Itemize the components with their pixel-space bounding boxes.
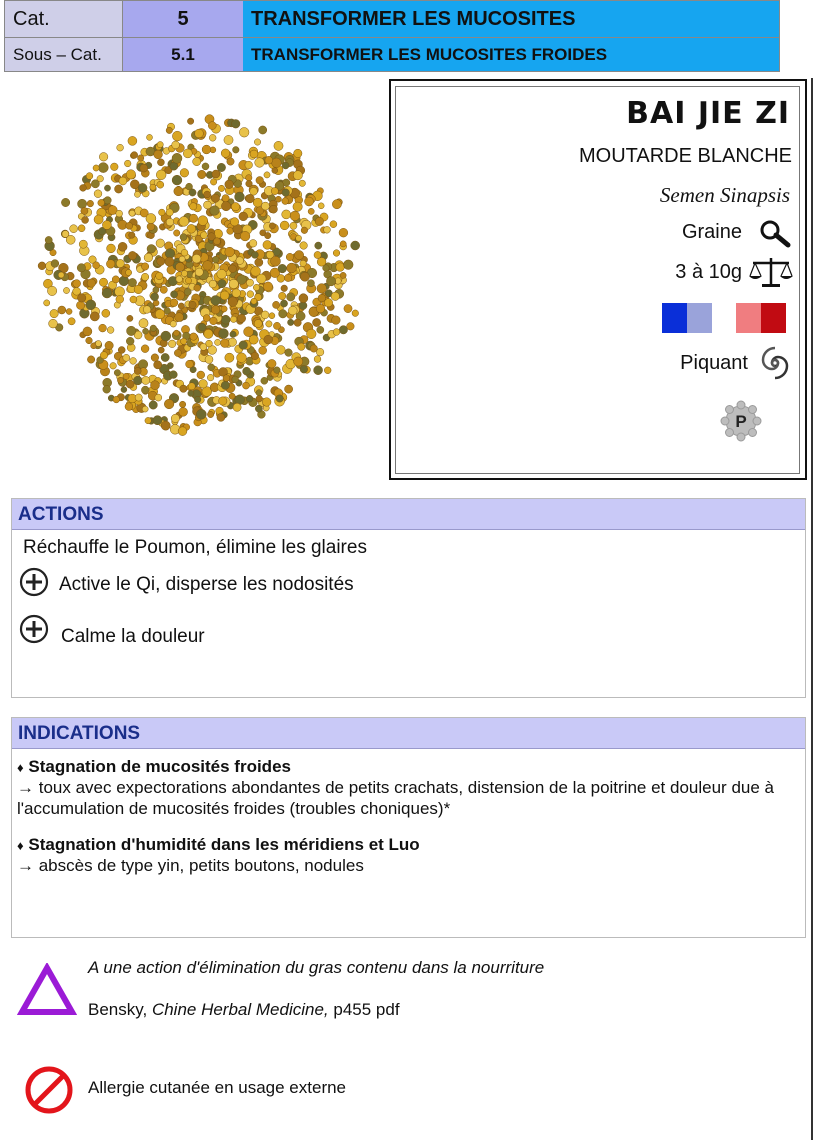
indication-detail: → abscès de type yin, petits boutons, nodules (17, 856, 364, 875)
badge-letter: P (735, 412, 747, 431)
indication-detail: → toux avec expectorations abondantes de petits crachats, distension de la poitrine et douleur due à l'accumulation de mucosités froides (troubles choniques)* (17, 778, 774, 818)
prohibited-icon (24, 1065, 74, 1115)
subcat-label: Sous – Cat. (5, 38, 123, 71)
plus-circle-icon (19, 614, 49, 644)
action-item: Réchauffe le Poumon, élimine les glaires (23, 537, 367, 558)
magnifier-icon (758, 218, 792, 248)
warning-triangle-icon (17, 963, 77, 1017)
bullet-icon: ♦ (17, 838, 24, 853)
herb-french-name: MOUTARDE BLANCHE (579, 145, 792, 167)
reference-note (88, 1000, 400, 1020)
actions-section (11, 498, 806, 698)
reference-title: Chine Herbal Medicine, (151, 1000, 329, 1019)
reference-author: Bensky, (88, 1000, 152, 1019)
cat-number: 5 (123, 1, 243, 37)
cat-label: Cat. (5, 1, 123, 37)
indication-heading (17, 756, 797, 778)
subcat-title: TRANSFORMER LES MUCOSITES FROIDES (243, 38, 779, 71)
indication-heading (17, 834, 797, 856)
scale-icon (749, 255, 793, 289)
indications-title: INDICATIONS (12, 718, 805, 749)
spiral-icon (758, 346, 792, 380)
herb-part: Graine (681, 221, 742, 243)
page-edge-line (811, 78, 813, 1140)
herb-latin-name: Semen Sinapsis (659, 183, 790, 207)
bullet-icon: ♦ (17, 760, 24, 775)
action-item: Active le Qi, disperse les nodosités (59, 574, 354, 595)
gear-badge-icon (720, 400, 762, 442)
temperature-swatch (687, 303, 712, 333)
warning-note: A une action d'élimination du gras contenu dans la nourriture (88, 958, 545, 977)
indications-section (11, 717, 806, 938)
contraindication-note: Allergie cutanée en usage externe (88, 1078, 347, 1097)
category-header (4, 0, 780, 72)
temperature-swatch (662, 303, 687, 333)
temperature-scale (662, 303, 786, 333)
action-item: Calme la douleur (61, 626, 205, 647)
herb-pinyin-name: BAI JIE ZI (626, 96, 790, 131)
actions-title: ACTIONS (12, 499, 805, 530)
indication-heading-text: Stagnation d'humidité dans les méridiens et Luo (28, 835, 420, 854)
herb-photo (30, 105, 365, 445)
cat-title: TRANSFORMER LES MUCOSITES (243, 1, 779, 37)
temperature-swatch (761, 303, 786, 333)
herb-taste: Piquant (680, 352, 748, 374)
temperature-swatch (712, 303, 737, 333)
subcat-number: 5.1 (123, 38, 243, 71)
herb-dose: 3 à 10g (675, 261, 742, 283)
reference-page: p455 pdf (328, 1000, 400, 1019)
indication-heading-text: Stagnation de mucosités froides (28, 757, 291, 776)
plus-circle-icon (19, 567, 49, 597)
temperature-swatch (736, 303, 761, 333)
